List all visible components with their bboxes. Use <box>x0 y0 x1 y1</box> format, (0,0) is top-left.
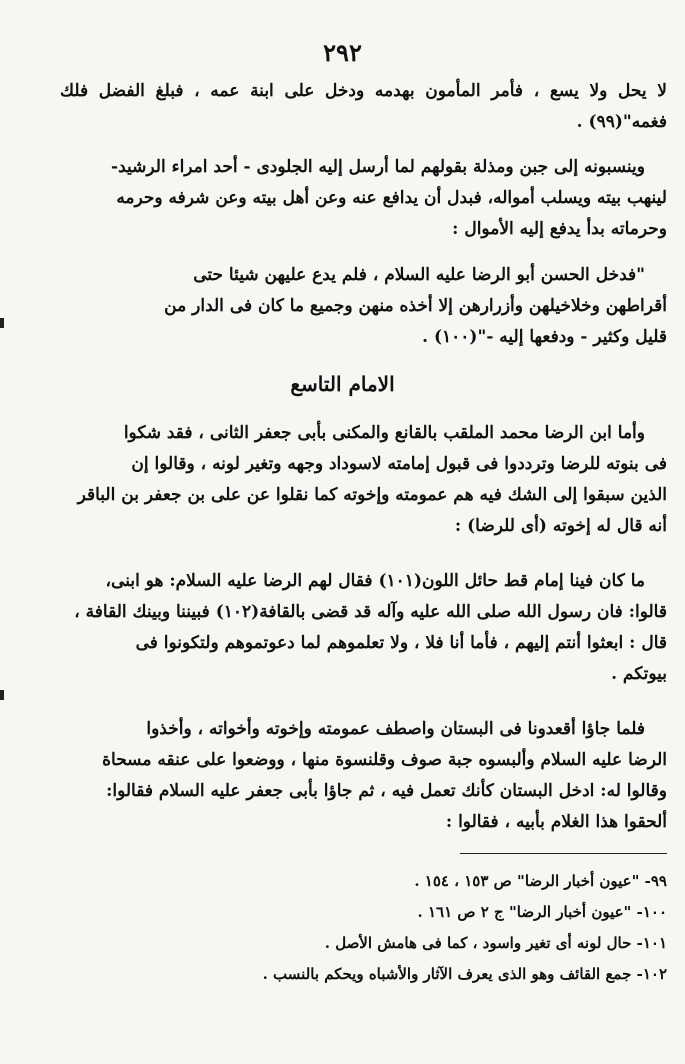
text-line: "فدخل الحسن أبو الرضا عليه السلام ، فلم يدع عليهن شيئا حتى <box>193 265 645 285</box>
text-line: وقالوا له: ادخل البستان كأنك تعمل فيه ، ثم جاؤا بأبى جعفر عليه السلام فقالوا: <box>106 781 667 801</box>
footnote-99: ٩٩- "عيون أخبار الرضا" ص ١٥٣ ، ١٥٤ . <box>414 872 667 890</box>
scan-edge-mark <box>0 318 4 328</box>
footnote-102: ١٠٢- جمع القائف وهو الذى يعرف الآثار والأشباه ويحكم بالنسب . <box>262 965 667 983</box>
text-line: الذين سبقوا إلى الشك فيه هم عمومته وإخوته كما نقلوا عن على بن جعفر بن الباقر <box>77 485 667 505</box>
scan-edge-mark <box>0 690 4 700</box>
text-line: وحرماته بدأ يدفع إليه الأموال : <box>452 219 667 239</box>
text-line: لينهب بيته ويسلب أمواله، فبدل أن يدافع عنه وعن أهل بيته وعن شرفه وحرمه <box>116 188 667 208</box>
footnote-101: ١٠١- حال لونه أى تغير واسود ، كما فى هامش الأصل . <box>324 934 667 952</box>
text-line: قالوا: فان رسول الله صلى الله عليه وآله قد قضى بالقافة(١٠٢) فبيننا وبينك القافة ، <box>74 602 667 622</box>
section-heading: الامام التاسع <box>290 372 395 396</box>
text-line: قال : ابعثوا أنتم إليهم ، فأما أنا فلا ، ولا تعلموهم لما دعوتموهم ولتكونوا فى <box>135 633 667 653</box>
paragraph-5 <box>60 714 667 838</box>
quotation-paragraph <box>60 260 667 353</box>
paragraph-2 <box>60 152 667 245</box>
text-line: لا يحل ولا يسع ، فأمر المأمون بهدمه ودخل على ابنة عمه ، فبلغ الفضل فلك <box>60 81 667 101</box>
footnote-divider <box>460 853 667 854</box>
text-line: أنه قال له إخوته (أى للرضا) : <box>454 516 667 536</box>
text-line: ألحقوا هذا الغلام بأبيه ، فقالوا : <box>445 812 667 832</box>
paragraph-1 <box>60 76 667 138</box>
text-line: فى بنوته للرضا وترددوا فى قبول إمامته لاسوداد وجهه وتغير لونه ، وقالوا إن <box>131 454 667 474</box>
text-line: وينسبونه إلى جبن ومذلة بقولهم لما أرسل إليه الجلودى - أحد امراء الرشيد- <box>111 157 645 177</box>
text-line: بيوتكم . <box>611 664 667 684</box>
page-number: ٢٩٢ <box>323 38 362 67</box>
text-line: ما كان فينا إمام قط حائل اللون(١٠١) فقال لهم الرضا عليه السلام: هو ابنى، <box>105 571 645 591</box>
text-line: فلما جاؤا أقعدونا فى البستان واصطف عمومته وإخوته وأخواته ، وأخذوا <box>146 719 645 739</box>
footnote-100: ١٠٠- "عيون أخبار الرضا" ج ٢ ص ١٦١ . <box>417 903 667 921</box>
text-line: أقراطهن وخلاخيلهن وأزرارهن إلا أخذه منهن وجميع ما كان فى الدار من <box>164 296 667 316</box>
text-line: وأما ابن الرضا محمد الملقب بالقانع والمكنى بأبى جعفر الثانى ، فقد شكوا <box>123 423 645 443</box>
text-line: الرضا عليه السلام وألبسوه جبة صوف وقلنسوة منها ، ووضعوا على عنقه مسحاة <box>102 750 667 770</box>
text-line: فغمه"(٩٩) . <box>576 112 667 132</box>
paragraph-4 <box>60 566 667 690</box>
paragraph-3 <box>60 418 667 542</box>
footnotes <box>190 866 667 990</box>
text-line: قليل وكثير - ودفعها إليه -"(١٠٠) . <box>422 327 667 347</box>
